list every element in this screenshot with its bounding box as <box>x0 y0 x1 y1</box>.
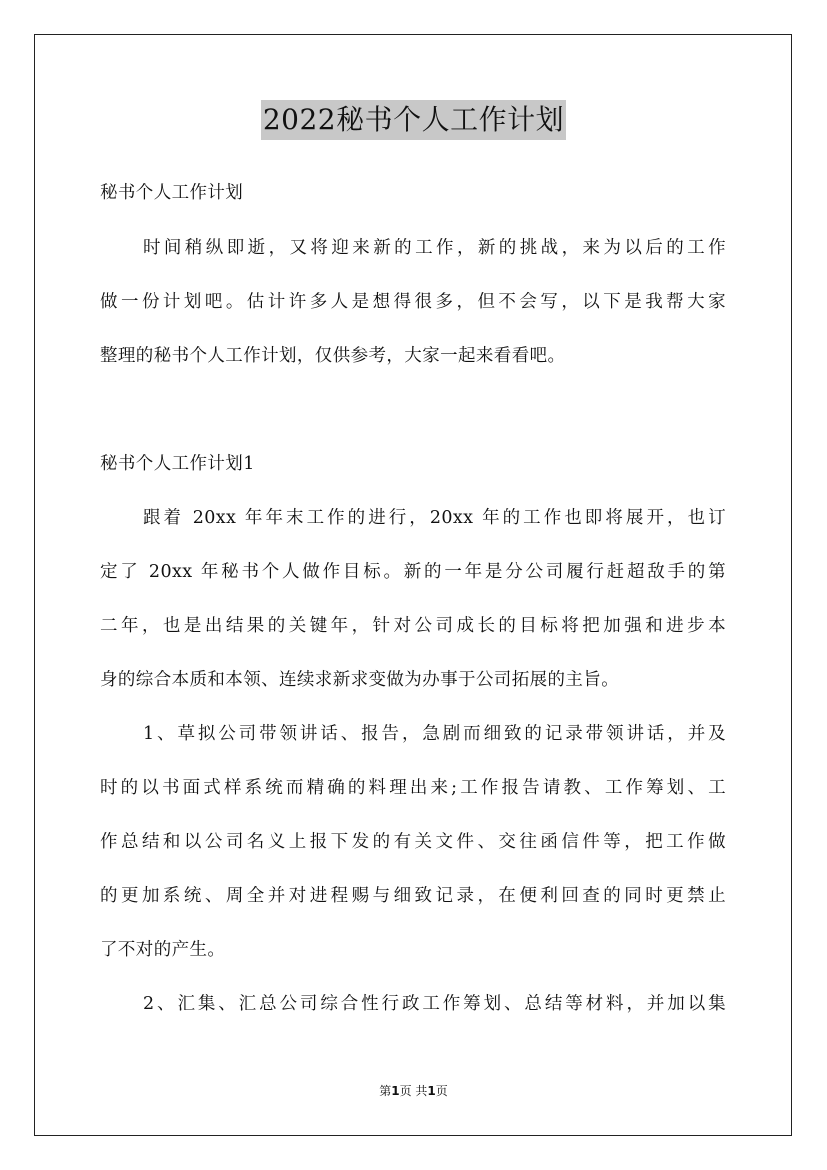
footer-page-suffix: 页 <box>435 1084 448 1098</box>
footer-page-current: 1 <box>391 1084 400 1098</box>
subtitle: 秘书个人工作计划 <box>100 183 244 203</box>
item1-line-5: 了不对的产生。 <box>100 940 226 960</box>
section-para-line-2: 定了 20xx 年秘书个人做作目标。新的一年是分公司履行赶超敌手的第 <box>100 562 726 582</box>
intro-line-1: 时间稍纵即逝，又将迎来新的工作，新的挑战，来为以后的工作 <box>143 238 726 258</box>
intro-line-2: 做一份计划吧。估计许多人是想得很多，但不会写，以下是我帮大家 <box>100 292 726 312</box>
item1-line-2: 时的以书面式样系统而精确的料理出来;工作报告请教、工作筹划、工 <box>100 778 726 798</box>
document-title: 2022秘书个人工作计划 <box>261 100 566 140</box>
footer-page-mid: 页 共 <box>399 1084 428 1098</box>
item1-line-4: 的更加系统、周全并对进程赐与细致记录，在便利回查的同时更禁止 <box>100 886 726 906</box>
intro-line-3: 整理的秘书个人工作计划，仅供参考，大家一起来看看吧。 <box>100 346 566 366</box>
item2-line-1: 2、汇集、汇总公司综合性行政工作筹划、总结等材料，并加以集 <box>143 994 726 1014</box>
title-container <box>0 100 827 140</box>
footer-page-total: 1 <box>427 1084 436 1098</box>
section-para-line-4: 身的综合本质和本领、连续求新求变做为办事于公司拓展的主旨。 <box>100 670 620 690</box>
section-para-line-3: 二年，也是出结果的关键年，针对公司成长的目标将把加强和进步本 <box>100 616 726 636</box>
page-footer <box>0 1083 827 1099</box>
item1-line-3: 作总结和以公司名义上报下发的有关文件、交往函信件等，把工作做 <box>100 832 726 852</box>
section-heading: 秘书个人工作计划1 <box>100 454 255 474</box>
item1-line-1: 1、草拟公司带领讲话、报告，急剧而细致的记录带领讲话，并及 <box>143 724 726 744</box>
footer-page-prefix: 第 <box>379 1084 392 1098</box>
section-para-line-1: 跟着 20xx 年年末工作的进行，20xx 年的工作也即将展开，也订 <box>143 508 726 528</box>
